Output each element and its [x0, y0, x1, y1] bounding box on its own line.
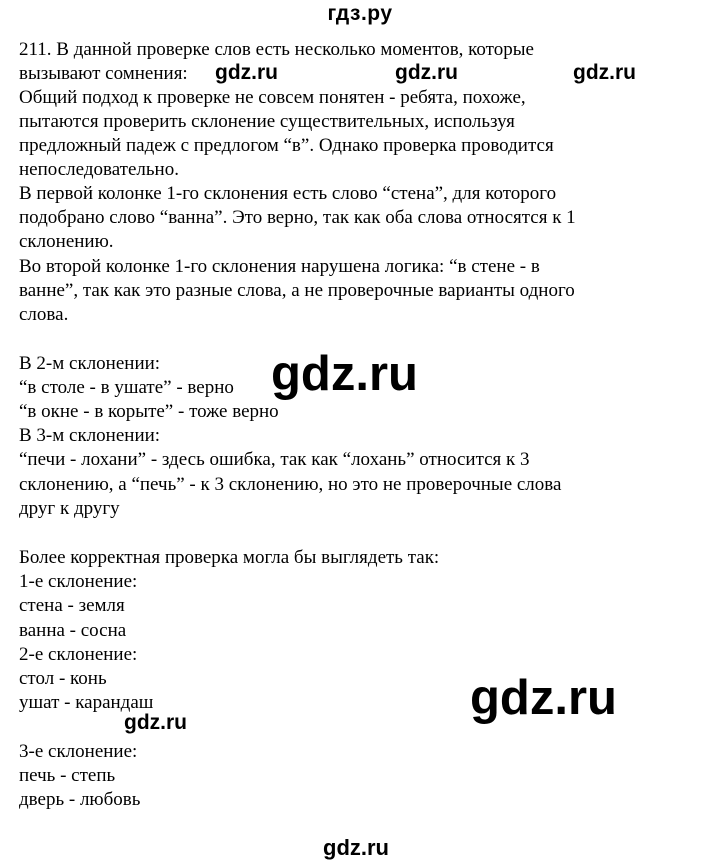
- watermark: gdz.ru: [323, 835, 389, 860]
- text-line: 3-е склонение:: [19, 741, 138, 762]
- text-line: 2-е склонение:: [19, 644, 138, 665]
- text-line: В 3-м склонении:: [19, 425, 161, 446]
- text-line: склонению.: [19, 231, 114, 252]
- text-line: друг к другу: [19, 498, 120, 519]
- text-line: непоследовательно.: [19, 159, 179, 180]
- text-line: стол - конь: [19, 668, 107, 689]
- text-line: вызывают сомнения:: [19, 63, 188, 84]
- watermark: gdz.ru: [470, 671, 617, 725]
- text-line: “в окне - в корыте” - тоже верно: [19, 401, 279, 422]
- text-line: ушат - карандаш: [19, 692, 154, 713]
- text-line: стена - земля: [19, 595, 125, 616]
- text-line: слова.: [19, 304, 69, 325]
- watermark: gdz.ru: [573, 61, 636, 84]
- text-line: “печи - лохани” - здесь ошибка, так как “лохань” относится к 3: [19, 449, 530, 470]
- text-line: предложный падеж с предлогом “в”. Однако проверка проводится: [19, 135, 554, 156]
- text-line: Более корректная проверка могла бы выглядеть так:: [19, 547, 440, 568]
- watermark: gdz.ru: [124, 711, 187, 734]
- text-line: В 2-м склонении:: [19, 353, 161, 374]
- text-line: дверь - любовь: [19, 789, 141, 810]
- text-line: Во второй колонке 1-го склонения нарушена логика: “в стене - в: [19, 256, 540, 277]
- text-line: ванна - сосна: [19, 620, 127, 641]
- watermark: gdz.ru: [271, 347, 418, 401]
- text-line: пытаются проверить склонение существительных, используя: [19, 111, 515, 132]
- watermark: gdz.ru: [395, 61, 458, 84]
- text-line: склонению, а “печь” - к 3 склонению, но это не проверочные слова: [19, 474, 562, 495]
- text-line: “в столе - в ушате” - верно: [19, 377, 234, 398]
- text-line: В первой колонке 1-го склонения есть слово “стена”, для которого: [19, 183, 557, 204]
- text-line: ванне”, так как это разные слова, а не проверочные варианты одного: [19, 280, 575, 301]
- text-line: 1-е склонение:: [19, 571, 138, 592]
- watermark: gdz.ru: [215, 61, 278, 84]
- text-line: подобрано слово “ванна”. Это верно, так как оба слова относятся к 1: [19, 207, 576, 228]
- site-title: гдз.ру: [327, 2, 393, 25]
- text-line: Общий подход к проверке не совсем понятен - ребята, похоже,: [19, 87, 526, 108]
- text-line: печь - степь: [19, 765, 116, 786]
- text-line: 211. В данной проверке слов есть несколько моментов, которые: [19, 39, 534, 60]
